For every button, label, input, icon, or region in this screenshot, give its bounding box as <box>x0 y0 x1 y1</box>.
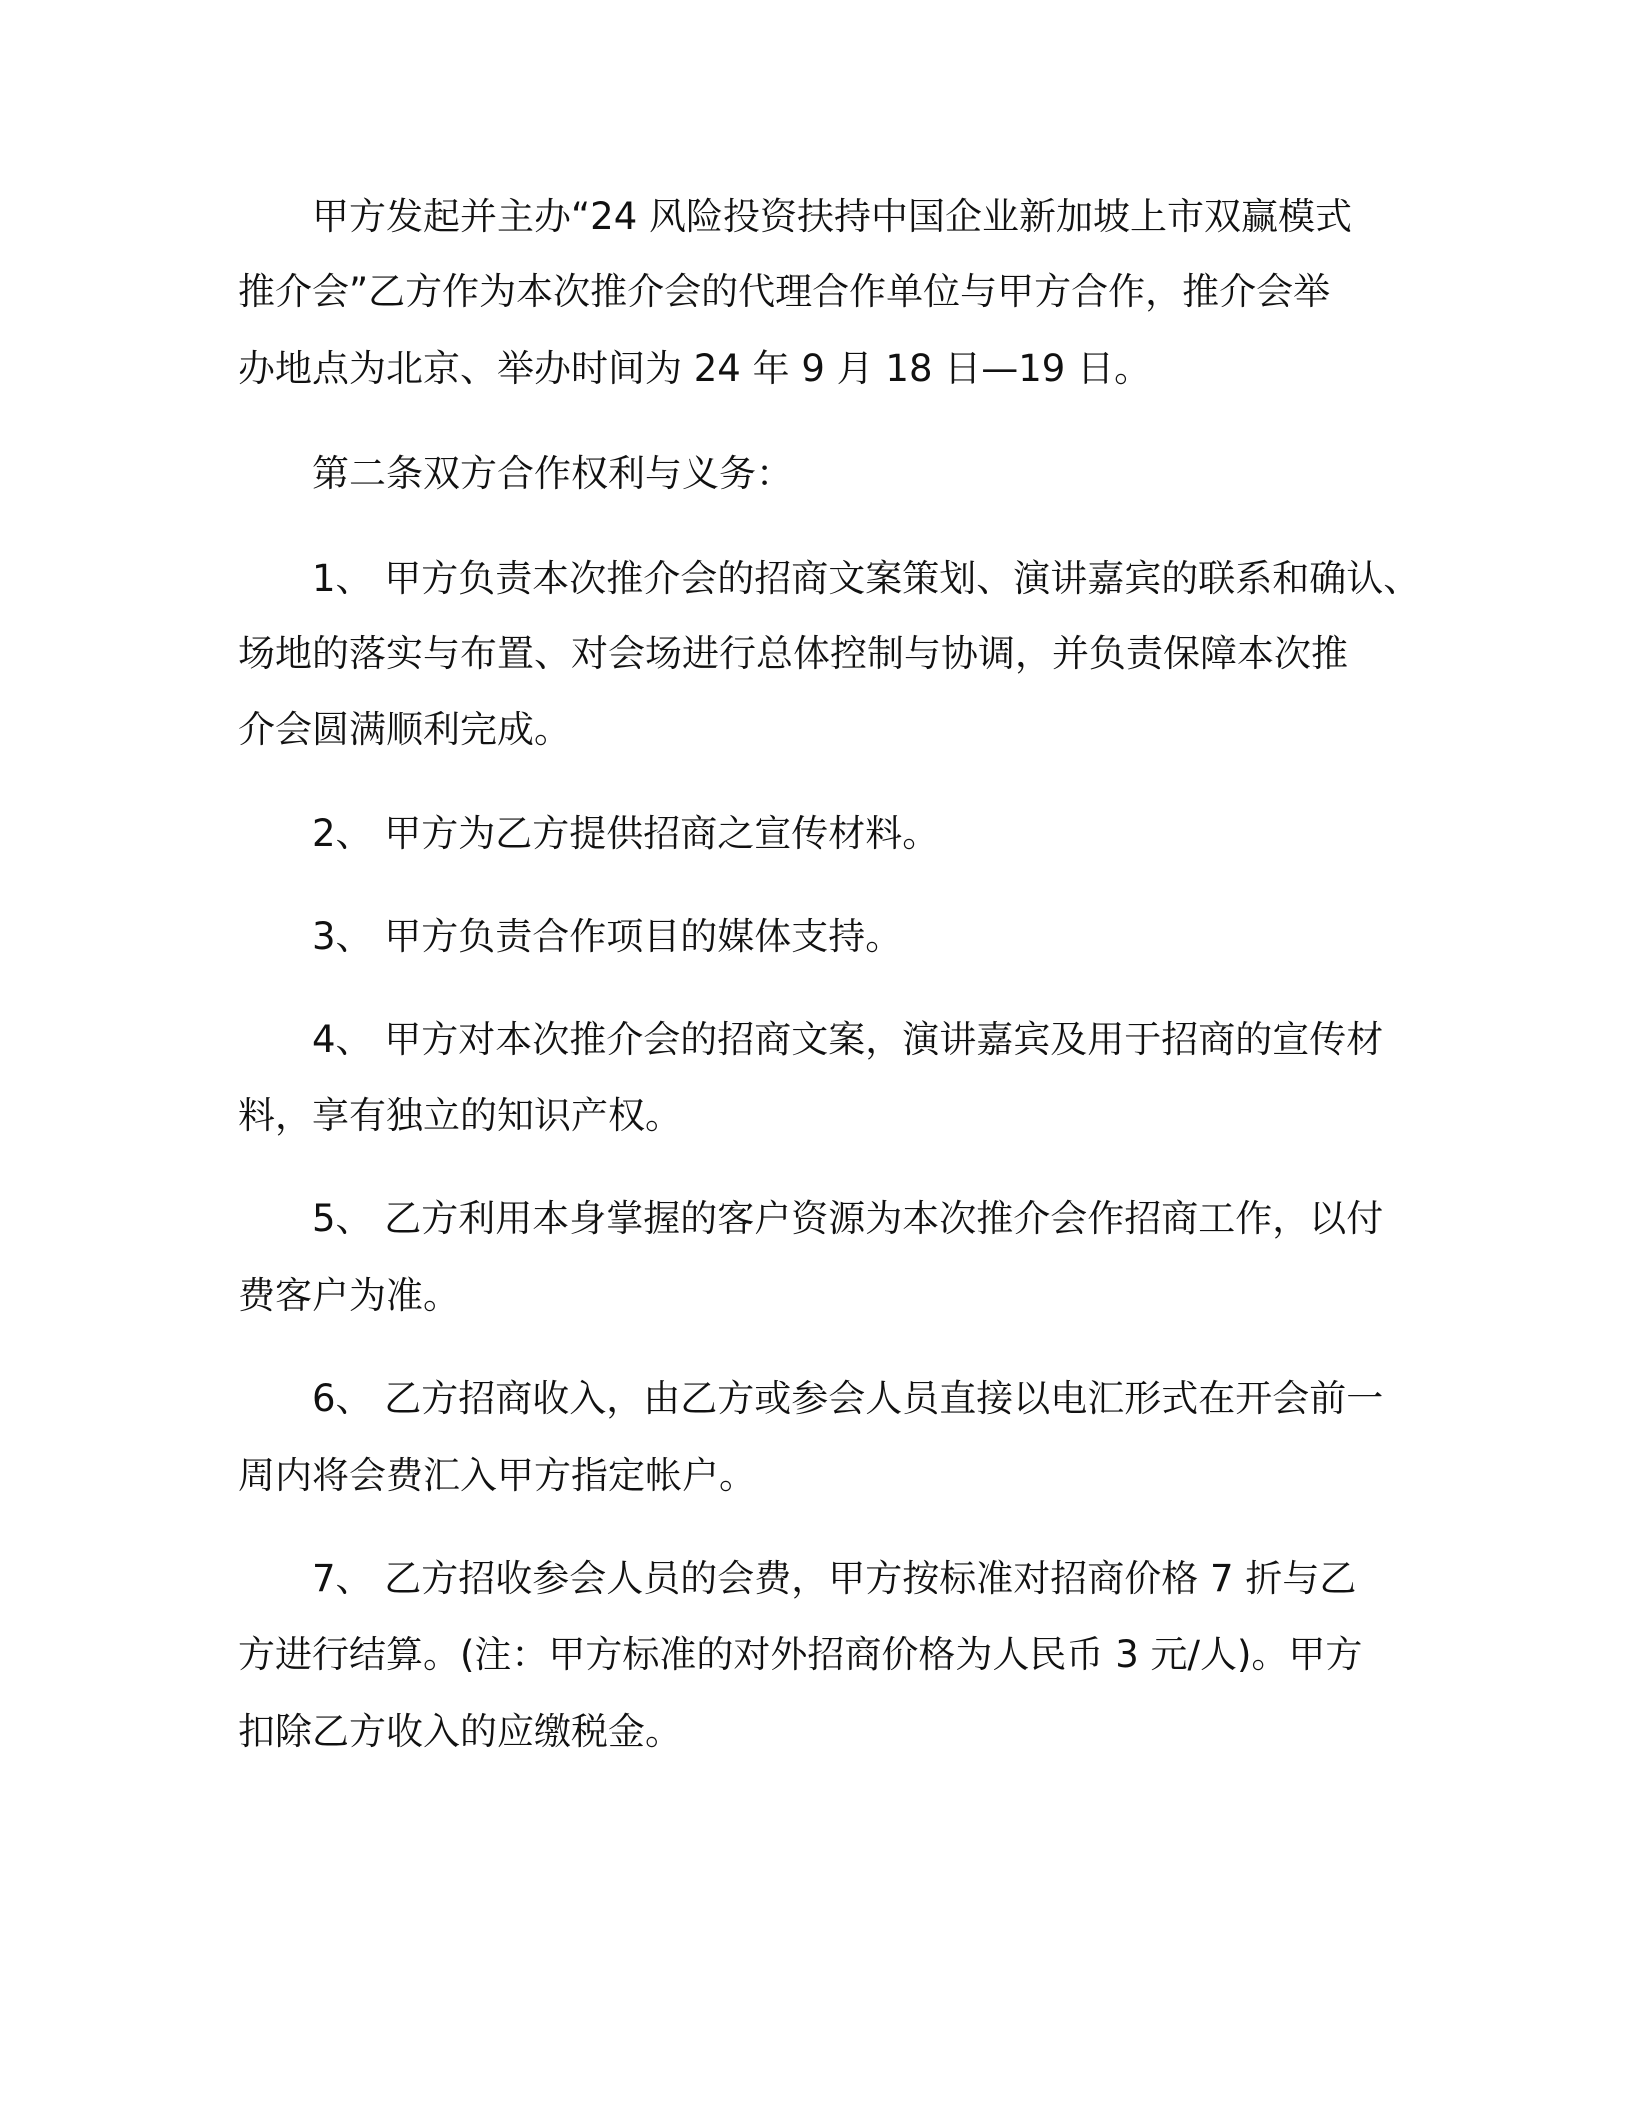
item-7-line-2: 方进行结算。(注：甲方标准的对外招商价格为人民币 3 元/人)。甲方 <box>238 1633 1363 1676</box>
item-5-line-2: 费客户为准。 <box>238 1274 460 1317</box>
article-2-heading: 第二条双方合作权利与义务： <box>312 452 793 495</box>
item-5-line-1: 5、 乙方利用本身掌握的客户资源为本次推介会作招商工作，以付 <box>312 1197 1384 1240</box>
intro-line-2: 推介会”乙方作为本次推介会的代理合作单位与甲方合作，推介会举 <box>238 270 1331 313</box>
item-2-line-1: 2、 甲方为乙方提供招商之宣传材料。 <box>312 812 940 855</box>
intro-line-1: 甲方发起并主办“24 风险投资扶持中国企业新加坡上市双赢模式 <box>312 195 1353 238</box>
item-6-line-2: 周内将会费汇入甲方指定帐户。 <box>238 1454 756 1497</box>
item-1-line-3: 介会圆满顺利完成。 <box>238 708 571 751</box>
item-4-line-2: 料，享有独立的知识产权。 <box>238 1094 682 1137</box>
item-7-line-1: 7、 乙方招收参会人员的会费，甲方按标准对招商价格 7 折与乙 <box>312 1557 1357 1600</box>
item-1-line-1: 1、 甲方负责本次推介会的招商文案策划、演讲嘉宾的联系和确认、 <box>312 557 1421 600</box>
item-6-line-1: 6、 乙方招商收入，由乙方或参会人员直接以电汇形式在开会前一 <box>312 1377 1384 1420</box>
item-1-line-2: 场地的落实与布置、对会场进行总体控制与协调，并负责保障本次推 <box>238 632 1348 675</box>
item-4-line-1: 4、 甲方对本次推介会的招商文案，演讲嘉宾及用于招商的宣传材 <box>312 1018 1384 1061</box>
item-7-line-3: 扣除乙方收入的应缴税金。 <box>238 1710 682 1753</box>
intro-line-3: 办地点为北京、举办时间为 24 年 9 月 18 日—19 日。 <box>238 347 1152 390</box>
item-3-line-1: 3、 甲方负责合作项目的媒体支持。 <box>312 915 903 958</box>
